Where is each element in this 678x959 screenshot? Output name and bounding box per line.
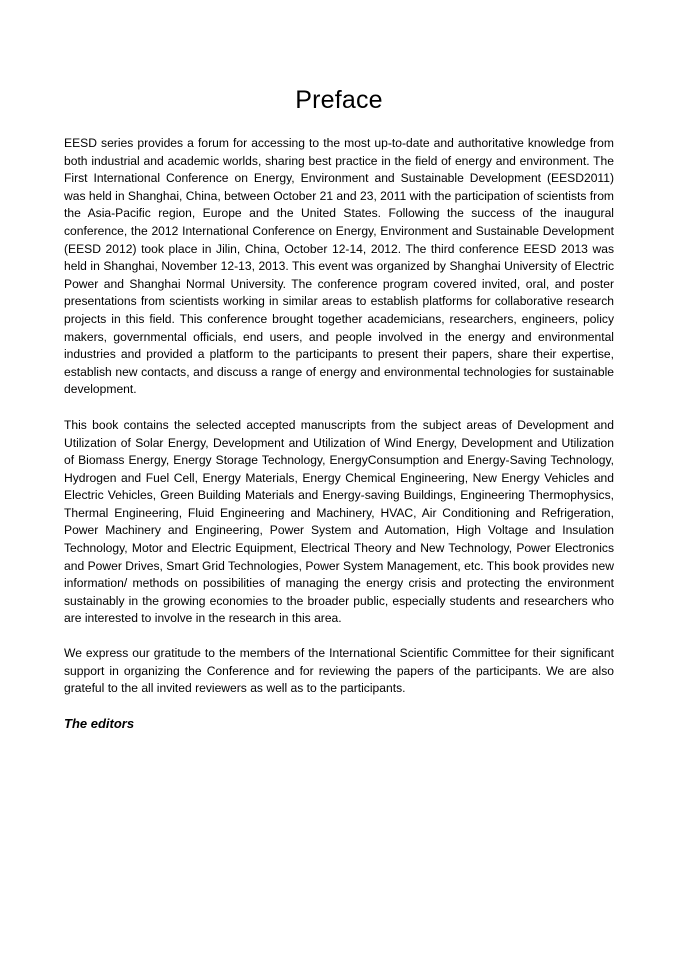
editors-signoff: The editors (64, 715, 135, 731)
paragraph-gratitude: We express our gratitude to the members of the International Scientific Committee for their significant support in organizing the Conference and for reviewing the papers of the participants. We are also grateful to the all invited reviewers as well as to the participants. (64, 646, 614, 696)
page-title: Preface (295, 86, 383, 114)
paragraph-topics: This book contains the selected accepted manuscripts from the subject areas of Development and Utilization of Solar Energy, Development and Utilization of Wind Energy, Development and Utilization of Biomass Energy, Energy Storage Technology, EnergyConsumption and Energy-Saving Technology, Hydrogen and Fuel Cell, Energy Materials, Energy Chemical Engineering, New Energy Vehicles and Electric Vehicles, Green Building Materials and Energy-saving Buildings, Engineering Thermophysics, Thermal Engineering, Fluid Engineering and Machinery, HVAC, Air Conditioning and Refrigeration, Power Machinery and Engineering, Power System and Automation, High Voltage and Insulation Technology, Motor and Electric Equipment, Electrical Theory and New Technology, Power Electronics and Power Drives, Smart Grid Technologies, Power System Management, etc. This book provides new information/ methods on possibilities of managing the energy crisis and protecting the environment sustainably in the growing economies to the broader public, especially students and researchers who are interested to involve in the research in this area. (64, 417, 614, 626)
paragraph-intro: EESD series provides a forum for accessing to the most up-to-date and authoritative knowledge from both industrial and academic worlds, sharing best practice in the field of energy and environment. The First International Conference on Energy, Environment and Sustainable Development (EESD2011) was held in Shanghai, China, between October 21 and 23, 2011 with the participation of scientists from the Asia-Pacific region, Europe and the United States. Following the success of the inaugural conference, the 2012 International Conference on Energy, Environment and Sustainable Development (EESD 2012) took place in Jilin, China, October 12-14, 2012. The third conference EESD 2013 was held in Shanghai, November 12-13, 2013. This event was organized by Shanghai University of Electric Power and Shanghai Normal University. The conference program covered invited, oral, and poster presentations from scientists working in similar areas to establish platforms for collaborative research projects in this field. This conference brought together academicians, researchers, engineers, policy makers, governmental officials, end users, and people involved in the energy and environmental industries and provided a platform to the participants to present their papers, share their expertise, establish new contacts, and discuss a range of energy and environmental technologies for sustainable development. (64, 136, 614, 397)
document-page (64, 0, 614, 733)
